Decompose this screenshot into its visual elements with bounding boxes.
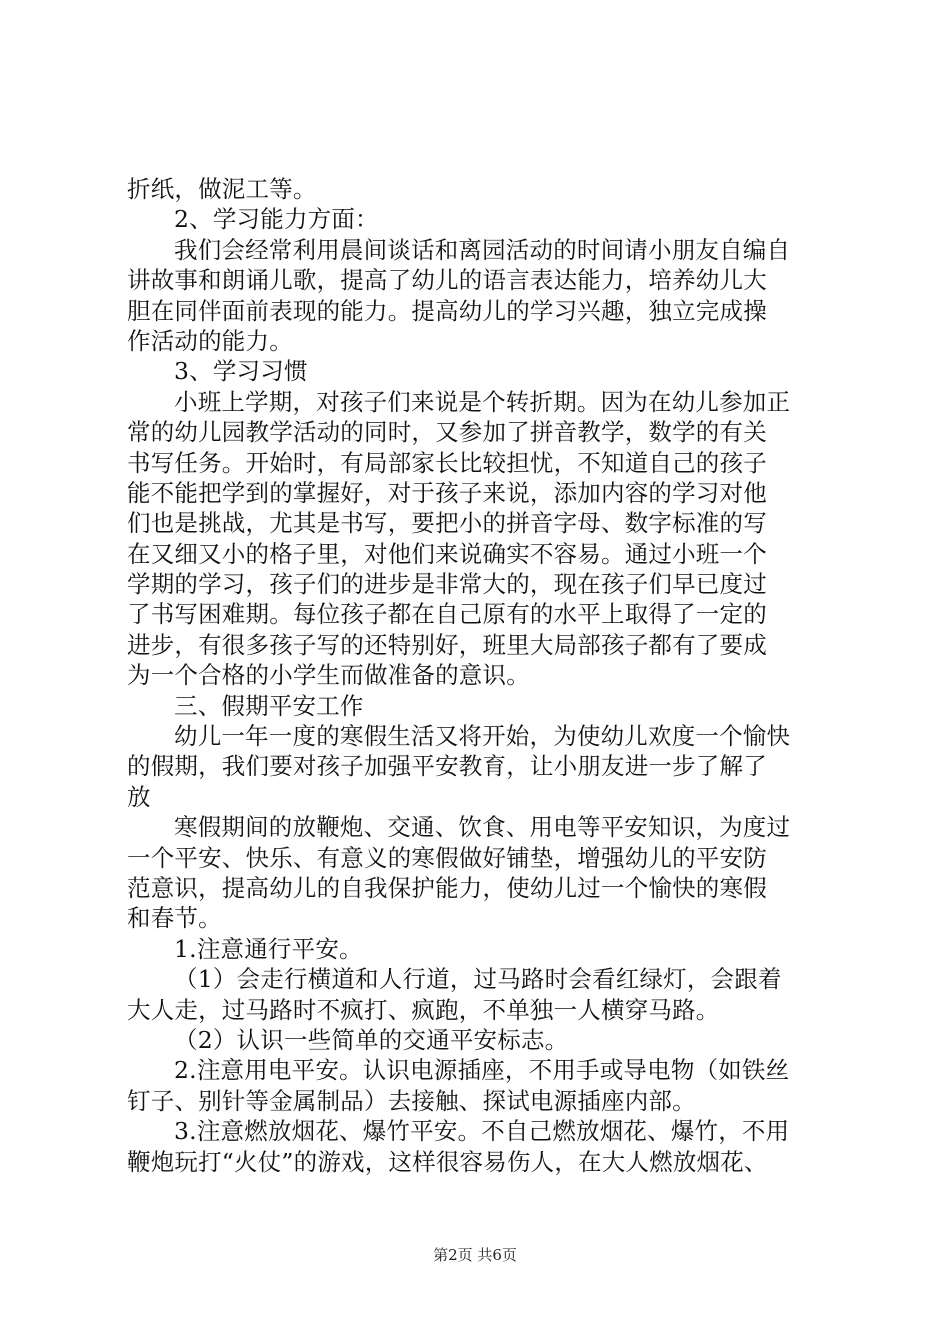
text-line: 书写任务。开始时，有局部家长比较担忧，不知道自己的孩子 [127,448,767,477]
text-line: 们也是挑战，尤其是书写，要把小的拼音字母、数字标准的写 [127,509,767,538]
text-line: 放 [127,782,151,811]
text-line: 的假期，我们要对孩子加强平安教育，让小朋友进一步了解了 [127,752,767,781]
text-line: 小班上学期，对孩子们来说是个转折期。因为在幼儿参加正 [174,387,791,416]
text-line: 作活动的能力。 [127,326,293,355]
text-line: 讲故事和朗诵儿歌，提高了幼儿的语言表达能力，培养幼儿大 [127,266,767,295]
list-item-heading: 1.注意通行平安。 [174,934,363,963]
text-line: 范意识，提高幼儿的自我保护能力，使幼儿过一个愉快的寒假 [127,873,767,902]
text-line: 在又细又小的格子里，对他们来说确实不容易。通过小班一个 [127,539,767,568]
section-heading: 3、学习习惯 [174,357,308,386]
text-line: 折纸，做泥工等。 [127,175,317,203]
text-line: 为一个合格的小学生而做准备的意识。 [127,661,530,690]
text-line: 一个平安、快乐、有意义的寒假做好铺垫，增强幼儿的平安防 [127,843,767,872]
text-line: 学期的学习，孩子们的进步是非常大的，现在孩子们早已度过 [127,570,767,599]
text-line: 和春节。 [127,904,222,933]
text-line: 我们会经常利用晨间谈话和离园活动的时间请小朋友自编自 [174,235,791,264]
section-heading: 三、假期平安工作 [174,691,364,720]
text-line: 幼儿一年一度的寒假生活又将开始，为使幼儿欢度一个愉快 [174,722,791,751]
text-line: 大人走，过马路时不疯打、疯跑，不单独一人横穿马路。 [127,995,720,1024]
list-item: （2）认识一些简单的交通平安标志。 [174,1025,569,1054]
text-line: 了书写困难期。每位孩子都在自己原有的水平上取得了一定的 [127,600,767,629]
document-body [127,174,847,1177]
list-item: （1）会走行横道和人行道，过马路时会看红绿灯，会跟着 [174,965,782,994]
list-item-heading: 2.注意用电平安。认识电源插座，不用手或导电物（如铁丝 [174,1056,790,1085]
text-line: 鞭炮玩打“火仗”的游戏，这样很容易伤人，在大人燃放烟花、 [127,1147,768,1176]
section-heading: 2、学习能力方面： [174,205,379,234]
list-item-heading: 3.注意燃放烟花、爆竹平安。不自己燃放烟花、爆竹，不用 [174,1117,790,1146]
text-line: 钉子、别针等金属制品）去接触、探试电源插座内部。 [127,1086,696,1115]
text-line: 寒假期间的放鞭炮、交通、饮食、用电等平安知识，为度过 [174,813,791,842]
page-number-footer: 第2页 共6页 [433,1246,517,1264]
text-line: 胆在同伴面前表现的能力。提高幼儿的学习兴趣，独立完成操 [127,296,767,325]
text-line: 能不能把学到的掌握好，对于孩子来说，添加内容的学习对他 [127,478,767,507]
text-line: 常的幼儿园教学活动的同时，又参加了拼音教学，数学的有关 [127,418,767,447]
text-line: 进步，有很多孩子写的还特别好，班里大局部孩子都有了要成 [127,630,767,659]
